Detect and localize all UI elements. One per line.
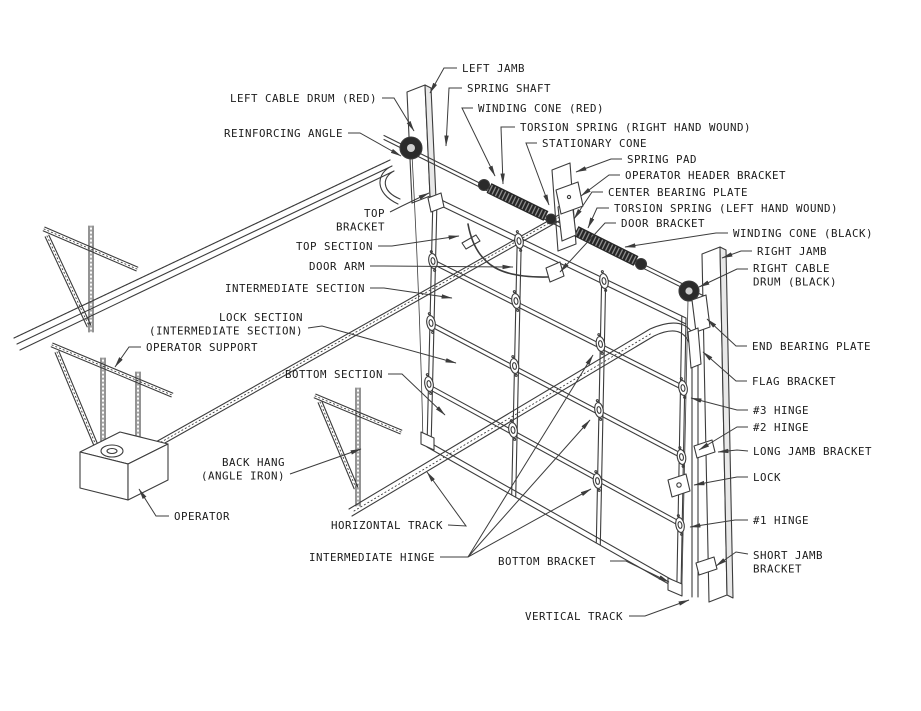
label-short-jamb-bracket: BRACKET [753, 562, 803, 576]
label-winding-cone-red: WINDING CONE (RED) [478, 102, 605, 115]
label-left-cable-drum: LEFT CABLE DRUM (RED) [229, 92, 377, 105]
leader-horizontal-track [427, 472, 466, 526]
label-lock: LOCK [753, 471, 782, 484]
label-hinge-1: #1 HINGE [753, 514, 810, 527]
angle-iron-strip [318, 401, 358, 489]
label-back-hang: (ANGLE IRON) [200, 469, 285, 483]
label-spring-shaft: SPRING SHAFT [467, 82, 552, 95]
label-door-arm: DOOR ARM [308, 260, 365, 273]
label-torsion-spring-right-hand: TORSION SPRING (RIGHT HAND WOUND) [520, 121, 752, 134]
winding-cone-black-part [636, 259, 647, 270]
angle-iron-strip [356, 388, 360, 506]
operator-box [80, 432, 168, 500]
flag-bracket-part [688, 328, 701, 368]
label-right-cable-drum: DRUM (BLACK) [753, 275, 838, 289]
label-door-bracket: DOOR BRACKET [621, 217, 706, 230]
label-operator: OPERATOR [174, 510, 231, 523]
label-long-jamb-bracket: LONG JAMB BRACKET [753, 445, 873, 458]
label-short-jamb-bracket: SHORT JAMB [753, 549, 824, 562]
leader-spring-shaft [446, 88, 462, 146]
label-operator-support: OPERATOR SUPPORT [146, 341, 259, 354]
label-bottom-bracket: BOTTOM BRACKET [498, 555, 597, 568]
leader-winding-cone-black [625, 233, 728, 247]
label-spring-pad: SPRING PAD [627, 153, 698, 166]
label-intermediate-section: INTERMEDIATE SECTION [224, 282, 365, 295]
label-intermediate-hinge: INTERMEDIATE HINGE [308, 551, 435, 564]
angle-iron-strip [55, 351, 102, 456]
label-end-bearing-plate: END BEARING PLATE [752, 340, 872, 353]
winding-cone-red-part [479, 180, 490, 191]
label-top-section: TOP SECTION [295, 240, 373, 253]
leader-winding-cone-red [462, 108, 495, 176]
label-vertical-track: VERTICAL TRACK [525, 610, 624, 623]
leader-left-jamb [430, 68, 457, 93]
label-torsion-spring-left-hand: TORSION SPRING (LEFT HAND WOUND) [614, 202, 839, 215]
label-lock-section: (INTERMEDIATE SECTION) [148, 324, 303, 338]
stationary-cone-part [546, 214, 556, 224]
label-operator-header-bracket: OPERATOR HEADER BRACKET [625, 169, 787, 182]
label-reinforcing-angle: REINFORCING ANGLE [223, 127, 343, 140]
label-lock-section: LOCK SECTION [218, 311, 303, 324]
leader-operator-support [115, 347, 141, 367]
leader-torsion-spring-left-hand [588, 208, 609, 228]
leader-torsion-spring-right-hand [501, 127, 515, 184]
label-bottom-section: BOTTOM SECTION [284, 368, 383, 381]
label-horizontal-track: HORIZONTAL TRACK [330, 519, 443, 532]
label-right-cable-drum: RIGHT CABLE [753, 262, 831, 275]
label-center-bearing-plate: CENTER BEARING PLATE [608, 186, 749, 199]
leader-spring-pad [576, 159, 622, 172]
horizontal-track-left [14, 160, 400, 350]
label-hinge-2: #2 HINGE [753, 421, 810, 434]
leader-stationary-cone [526, 143, 549, 205]
label-stationary-cone: STATIONARY CONE [542, 137, 648, 150]
label-flag-bracket: FLAG BRACKET [752, 375, 837, 388]
label-left-jamb: LEFT JAMB [462, 62, 526, 75]
label-right-jamb: RIGHT JAMB [757, 245, 828, 258]
label-winding-cone-black: WINDING CONE (BLACK) [733, 227, 874, 240]
leader-operator [139, 489, 169, 516]
label-hinge-3: #3 HINGE [753, 404, 810, 417]
left-cable-drum-part [400, 137, 422, 159]
leader-vertical-track [629, 600, 689, 616]
label-top-bracket: TOP [363, 207, 385, 220]
label-top-bracket: BRACKET [335, 220, 385, 234]
label-back-hang: BACK HANG [221, 456, 285, 469]
